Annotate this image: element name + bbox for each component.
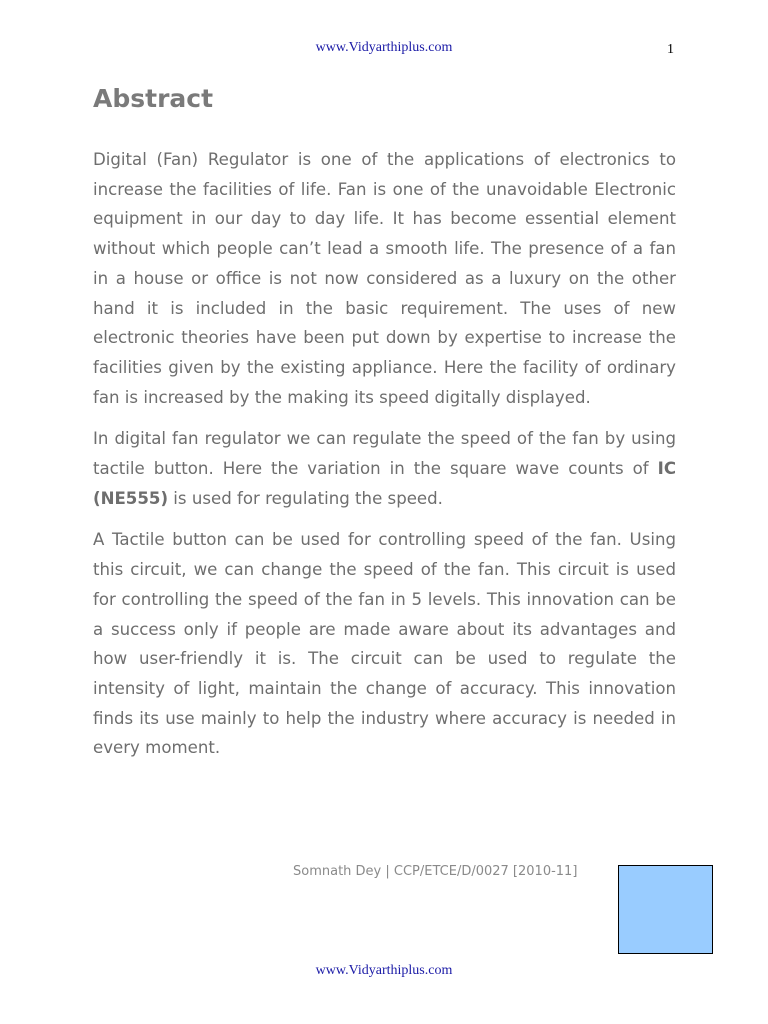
footer-color-box <box>618 865 713 954</box>
paragraph-3: A Tactile button can be used for controlling speed of the fan. Using this circuit, we can change the speed of the fan. This circuit is used for controlling the speed of the fan in 5 levels. This innovation can be a success only if people are made aware about its advantages and how user-friendly it is. The circuit can be used to regulate the intensity of light, maintain the change of accuracy. This innovation finds its use mainly to help the industry where accuracy is needed in every moment. <box>93 530 676 758</box>
page-title: Abstract <box>93 84 214 113</box>
footer-author-line: Somnath Dey | CCP/ETCE/D/0027 [2010-11] <box>293 864 578 879</box>
paragraph-2-start: In digital fan regulator we can regulate the speed of the fan by using tactile button. Here the variation in the square wave counts of <box>93 429 676 479</box>
paragraph-1: Digital (Fan) Regulator is one of the applications of electronics to increase the facilities of life. Fan is one of the unavoidable Electronic equipment in our day to day life. It has become essential element without which people can’t lead a smooth life. The presence of a fan in a house or office is not now considered as a luxury on the other hand it is included in the basic requirement. The uses of new electronic theories have been put down by expertise to increase the facilities given by the existing appliance. Here the facility of ordinary fan is increased by the making its speed digitally displayed. <box>93 150 676 407</box>
paragraph-2-end: is used for regulating the speed. <box>168 488 443 508</box>
paragraph-2 <box>93 424 676 513</box>
header-site-link[interactable]: www.Vidyarthiplus.com <box>315 40 453 55</box>
ic-name: IC (NE555) <box>93 459 676 508</box>
page-number: 1 <box>667 42 674 57</box>
abstract-body <box>93 145 676 775</box>
footer-site-link[interactable]: www.Vidyarthiplus.com <box>315 963 453 978</box>
